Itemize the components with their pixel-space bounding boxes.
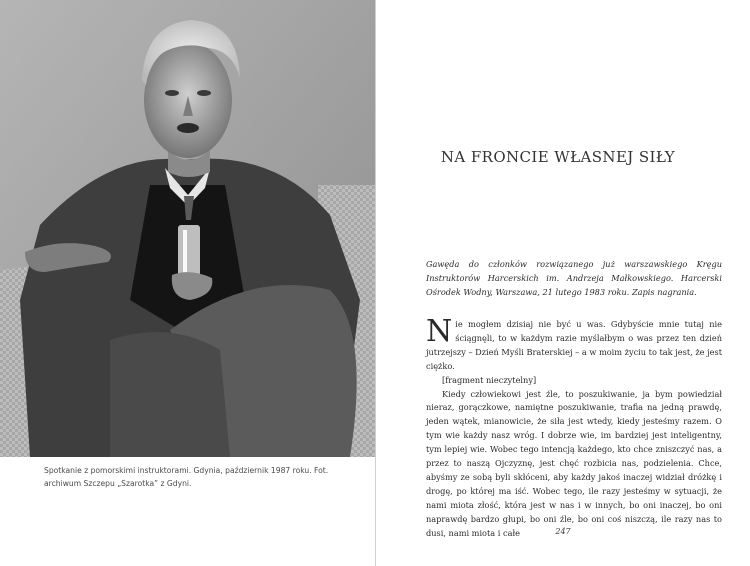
photo-caption: Spotkanie z pomorskimi instruktorami. Gdynia, październik 1987 roku. Fot. archiwum Szczepu „Szarotka” z Gdyni. — [44, 466, 329, 488]
drop-cap: N — [426, 314, 453, 349]
portrait-photo — [0, 0, 375, 457]
second-paragraph: Kiedy człowiekowi jest źle, to poszukiwanie, ja bym powiedział nieraz, gorączkowe, namiętne poszukiwanie, trafia na jedną prawdę, jeden wątek, mianowicie, że siła jest wtedy, kiedy jesteśmy razem. O tym wie każdy nasz wróg. I dobrze wie, im bardziej jest inteligentny, tym lepiej wie. Wobec tego intencją każdego, kto chce zniszczyć nas, a przez to naszą Ojczyznę, jest chęć rozbicia nas, podzielenia. Chce, abyśmy ze sobą byli skłóceni, aby każdy jakoś inaczej widział dróżkę i drogę, po której ma iść. Wobec tego, ile razy jesteśmy w sytuacji, że nami miota złość, która jest w nas i w innych, bo oni inaczej, bo oni naprawdę bardzo głupi, bo oni źle, bo oni coś niszczą, ile razy nas to dusi, nami miota i całe — [426, 388, 722, 538]
photo-illustration — [0, 0, 375, 457]
body-text — [426, 314, 722, 541]
fragment-note: [fragment nieczytelny] — [442, 374, 537, 385]
first-paragraph — [426, 314, 722, 374]
first-paragraph-text: ie mogłem dzisiaj nie być u was. Gdybyście mnie tutaj nie ściągnęli, to w każdym razie myślałbym o was przez ten dzień jutrzejszy – Dzień Myśli Braterskiej – a w moim życiu to tak jest, że jest ciężko. — [426, 319, 722, 371]
chapter-intro: Gawęda do członków rozwiązanego już warszawskiego Kręgu Instruktorów Harcerskich im. Andrzeja Małkowskiego. Harcerski Ośrodek Wodny, Warszawa, 21 lutego 1983 roku. Zapis nagrania. — [426, 259, 722, 297]
chapter-title: NA FRONCIE WŁASNEJ SIŁY — [440, 148, 676, 166]
page-number: 247 — [555, 527, 571, 536]
right-page — [376, 0, 750, 566]
